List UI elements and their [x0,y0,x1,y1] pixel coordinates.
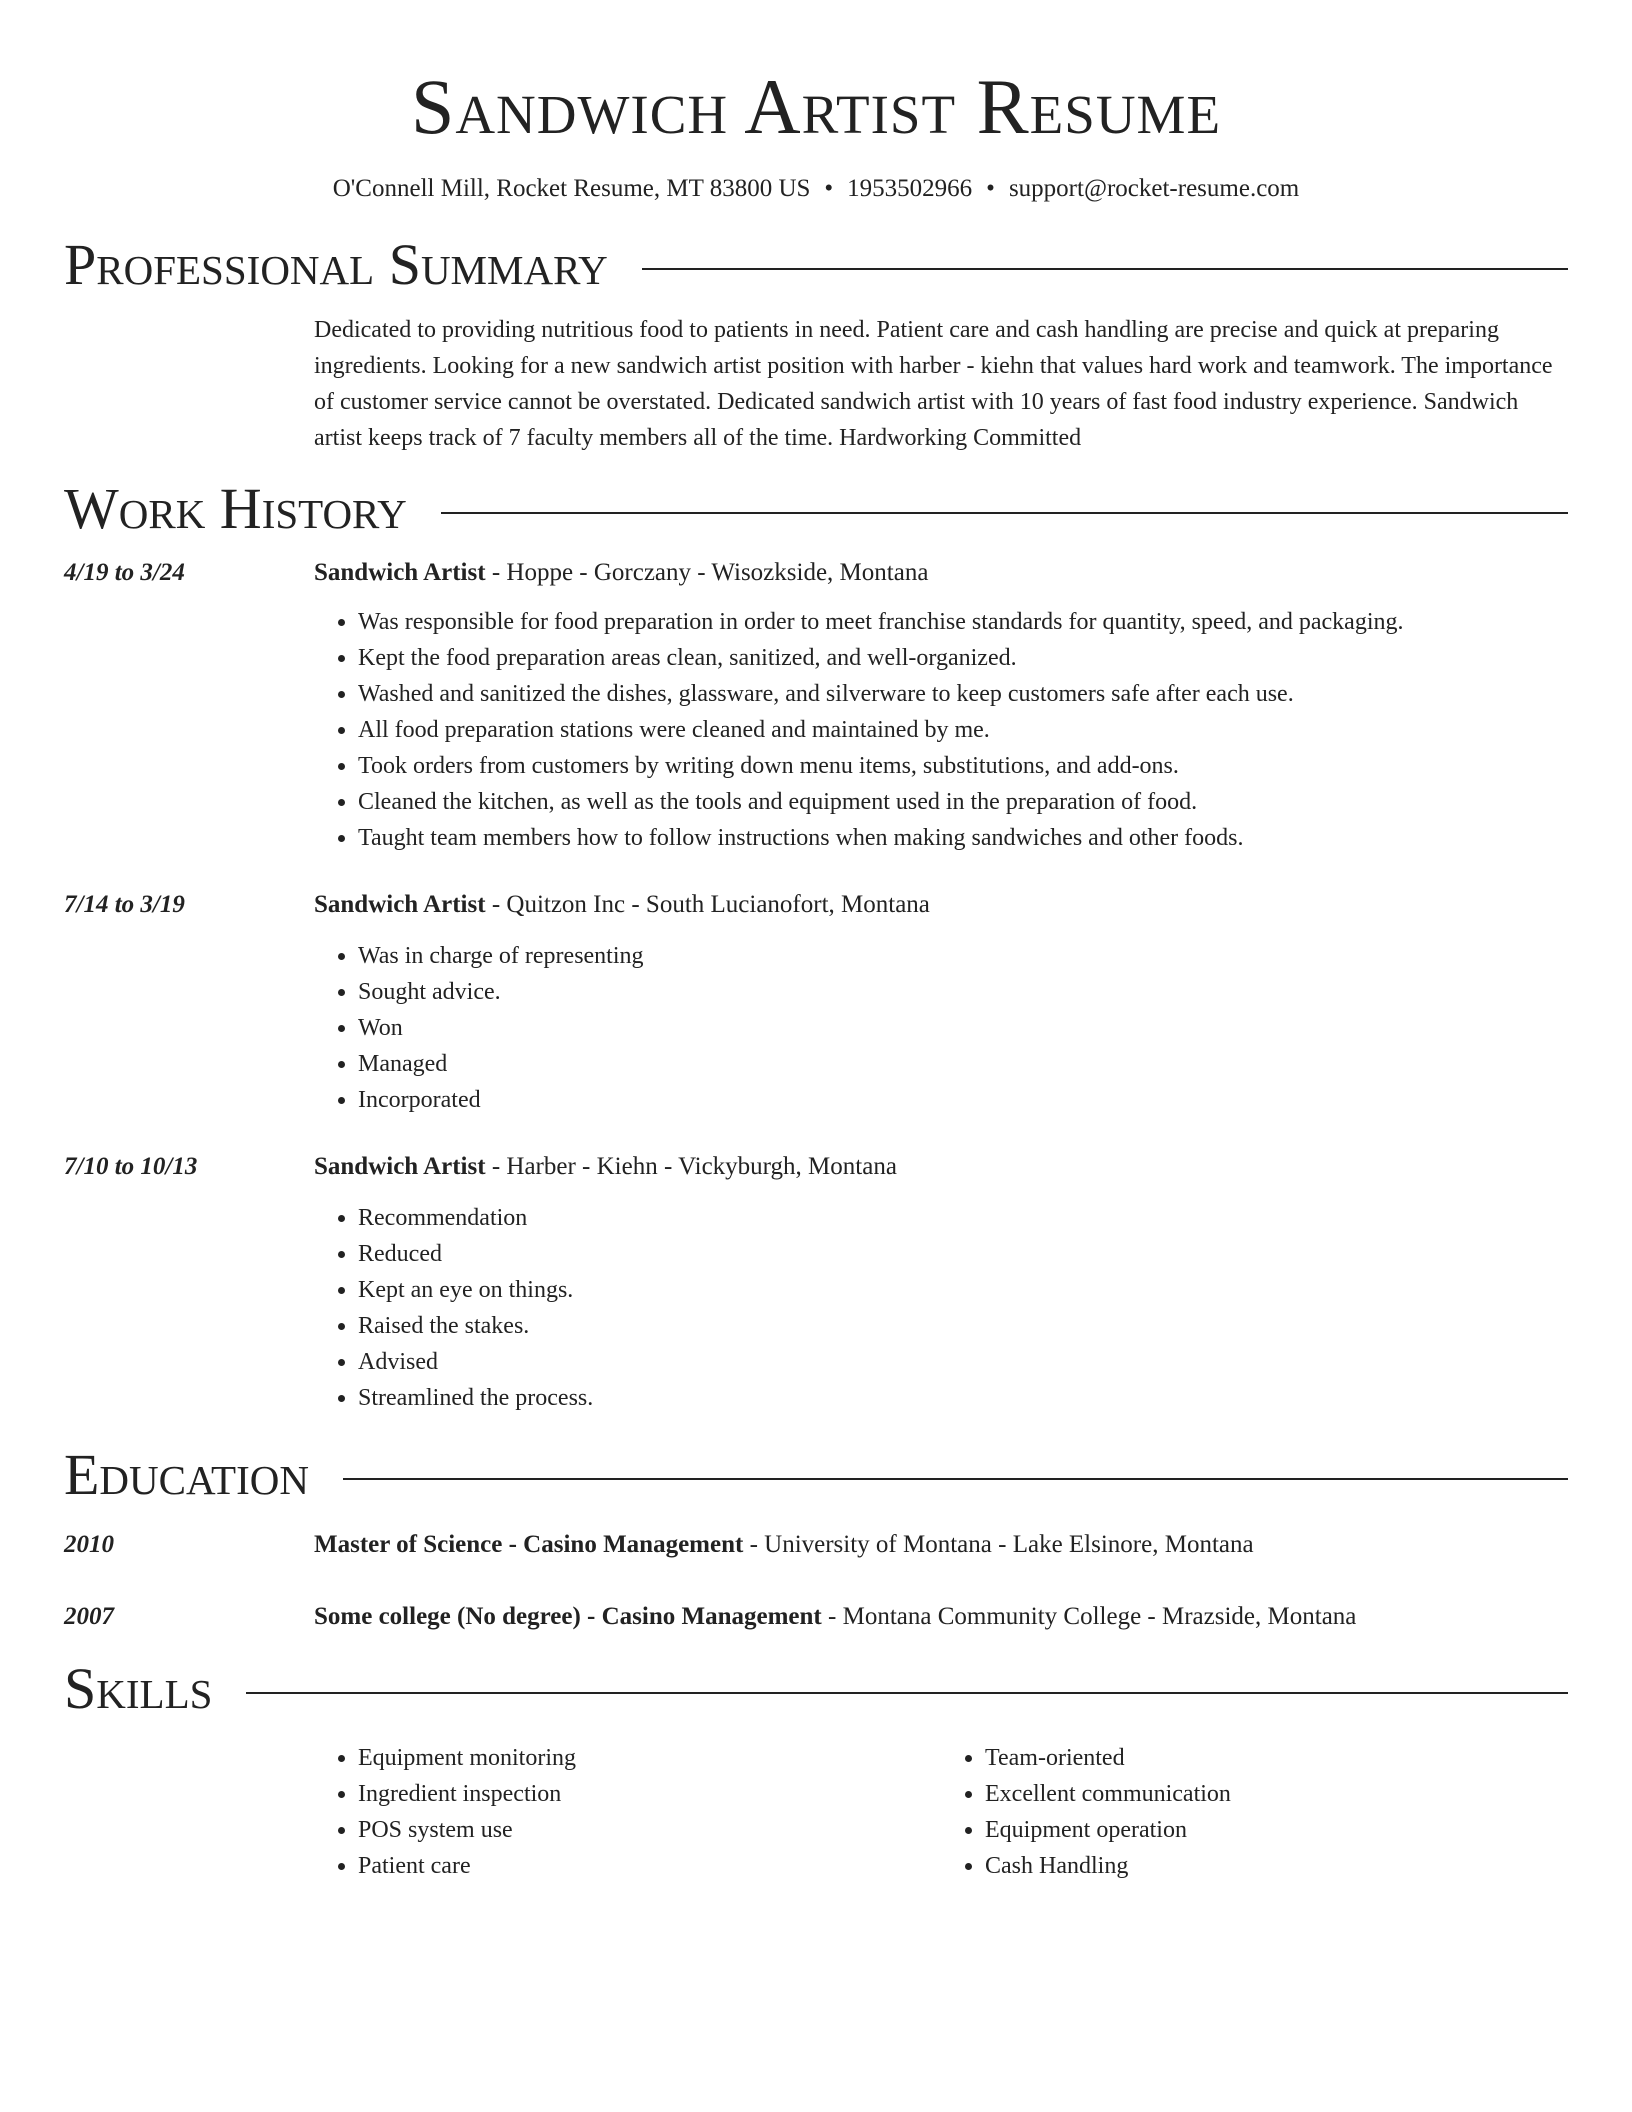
job-duties-list [314,1200,1568,1416]
section-divider [343,1478,1568,1480]
resume-title: Sandwich Artist Resume [410,63,1222,150]
skills-heading: Skills [64,1656,213,1721]
summary-text: Dedicated to providing nutritious food to patients in need. Patient care and cash handling are precise and quick at preparing ingredients. Looking for a new sandwich artist position with harber - kiehn that values hard work and teamwork. The importance of customer service cannot be overstated. Dedicated sandwich artist with 10 years of fast food industry experience. Sandwich artist keeps track of 7 faculty members all of the time. Hardworking Committed [314,317,1553,451]
job-details [314,556,1568,856]
contact-phone: 1953502966 [847,175,973,202]
job-details [314,888,1568,1118]
education-entry [64,1528,1568,1562]
skill-item: • Patient care [358,1848,941,1884]
resume-page [64,0,1568,1884]
education-section-header [64,1440,1568,1510]
job-employer-location: - Quitzon Inc - South Lucianofort, Montana [485,891,930,918]
job-duty: • Took orders from customers by writing down menu items, substitutions, and add-ons. [358,748,1568,784]
job-dates: 7/14 to 3/19 [64,891,185,918]
job-duty: • Reduced [358,1236,1568,1272]
skill-item: • Cash Handling [985,1848,1568,1884]
skill-item: • Equipment monitoring [358,1740,941,1776]
education-details [314,1600,1568,1634]
skill-item: • Equipment operation [985,1812,1568,1848]
job-duty: • Kept the food preparation areas clean, sanitized, and well-organized. [358,640,1568,676]
job-duty: • Taught team members how to follow instructions when making sandwiches and other foods. [358,820,1568,856]
work-heading: Work History [64,476,407,541]
job-duty: • Was responsible for food preparation in order to meet franchise standards for quantity, speed, and packaging. [358,604,1568,640]
job-employer-location: - Harber - Kiehn - Vickyburgh, Montana [485,1153,897,1180]
job-duty: • Streamlined the process. [358,1380,1568,1416]
education-heading: Education [64,1442,309,1507]
job-duty: • All food preparation stations were cleaned and maintained by me. [358,712,1568,748]
education-year: 2010 [64,1531,114,1558]
job-entry [64,556,1568,856]
job-duty: • Incorporated [358,1082,1568,1118]
job-duty: • Sought advice. [358,974,1568,1010]
contact-line [64,172,1568,206]
job-duty: • Kept an eye on things. [358,1272,1568,1308]
job-duty: • Cleaned the kitchen, as well as the tools and equipment used in the preparation of food. [358,784,1568,820]
summary-heading: Professional Summary [64,232,608,297]
job-employer-location: - Hoppe - Gorczany - Wisozkside, Montana [485,559,929,586]
job-duty: • Won [358,1010,1568,1046]
skill-item: • POS system use [358,1812,941,1848]
job-dates: 4/19 to 3/24 [64,559,185,586]
skills-list [314,1740,1568,1884]
job-title-line [314,888,1568,922]
skill-item: • Team-oriented [985,1740,1568,1776]
education-degree: Some college (No degree) - Casino Management [314,1603,822,1630]
job-duty: • Recommendation [358,1200,1568,1236]
skills-section-header [64,1654,1568,1724]
job-entry [64,888,1568,1118]
job-duty: • Managed [358,1046,1568,1082]
education-details [314,1528,1568,1562]
job-duties-list [314,938,1568,1118]
job-details [314,1150,1568,1416]
job-dates: 7/10 to 10/13 [64,1153,198,1180]
job-duty: • Raised the stakes. [358,1308,1568,1344]
job-duty: • Advised [358,1344,1568,1380]
job-title: Sandwich Artist [314,891,486,918]
job-duties-list [314,604,1568,856]
job-title-line [314,1150,1568,1184]
contact-separator: • [824,175,834,202]
job-title: Sandwich Artist [314,1153,486,1180]
education-year: 2007 [64,1603,114,1630]
section-divider [441,512,1568,514]
education-school-location: - Montana Community College - Mrazside, Montana [821,1603,1357,1630]
education-entry [64,1600,1568,1634]
education-school-location: - University of Montana - Lake Elsinore, Montana [743,1531,1254,1558]
job-title-line [314,556,1568,590]
work-section-header [64,474,1568,544]
skills-column-right [941,1740,1568,1884]
skill-item: • Excellent communication [985,1776,1568,1812]
summary-section-header [64,230,1568,300]
section-divider [246,1692,1568,1694]
job-entry [64,1150,1568,1416]
contact-email: support@rocket-resume.com [1008,175,1300,202]
job-duty: • Was in charge of representing [358,938,1568,974]
skill-item: • Ingredient inspection [358,1776,941,1812]
skills-column-left [314,1740,941,1884]
contact-address: O'Connell Mill, Rocket Resume, MT 83800 US [332,175,811,202]
job-title: Sandwich Artist [314,559,486,586]
contact-separator: • [986,175,995,202]
job-duty: • Washed and sanitized the dishes, glassware, and silverware to keep customers safe after each use. [358,676,1568,712]
section-divider [642,268,1568,270]
education-degree: Master of Science - Casino Management [314,1531,744,1558]
